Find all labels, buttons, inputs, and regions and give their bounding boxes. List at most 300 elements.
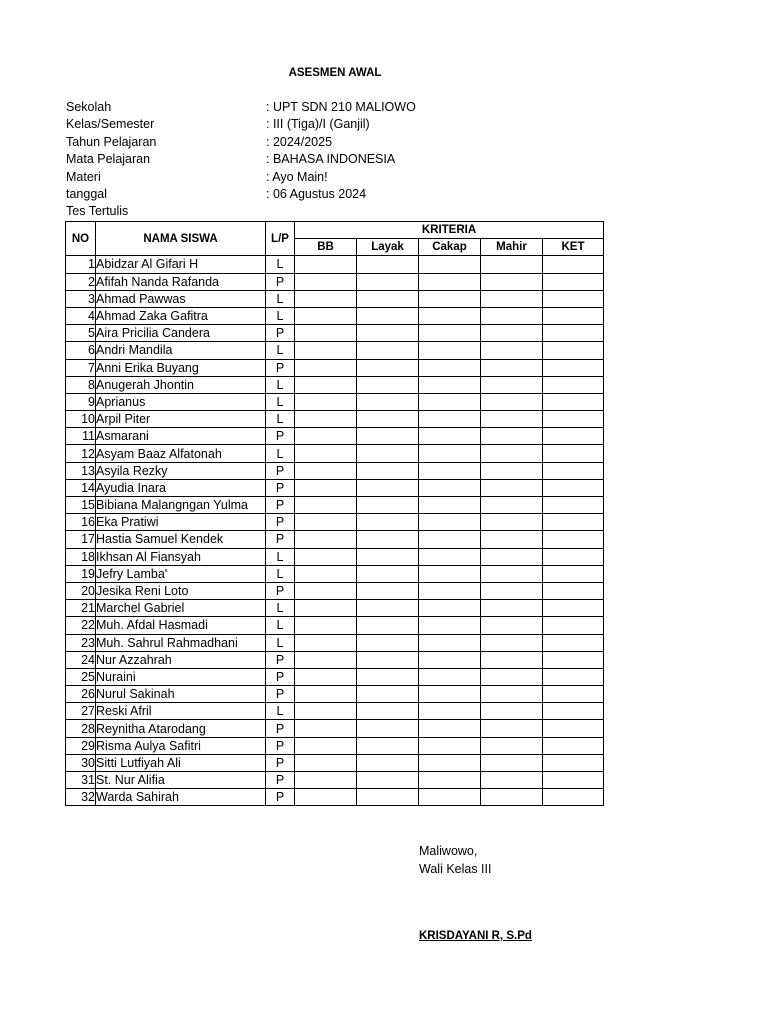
info-label: Kelas/Semester: [66, 117, 155, 132]
cell-ket: [543, 754, 604, 771]
row-number: 7: [66, 359, 96, 376]
table-row: [66, 582, 604, 599]
cell-layak: [357, 737, 419, 754]
row-number: 21: [66, 600, 96, 617]
student-gender: P: [266, 325, 295, 342]
cell-mahir: [481, 651, 543, 668]
cell-mahir: [481, 359, 543, 376]
cell-bb: [295, 617, 357, 634]
cell-layak: [357, 686, 419, 703]
cell-mahir: [481, 479, 543, 496]
cell-bb: [295, 428, 357, 445]
header-name: NAMA SISWA: [96, 222, 266, 256]
student-name: Eka Pratiwi: [96, 514, 266, 531]
row-number: 31: [66, 772, 96, 789]
info-label: Mata Pelajaran: [66, 152, 151, 167]
student-name: Ahmad Pawwas: [96, 290, 266, 307]
cell-ket: [543, 514, 604, 531]
student-gender: L: [266, 617, 295, 634]
cell-layak: [357, 479, 419, 496]
row-number: 18: [66, 548, 96, 565]
cell-cakap: [419, 273, 481, 290]
cell-ket: [543, 600, 604, 617]
cell-cakap: [419, 634, 481, 651]
cell-cakap: [419, 772, 481, 789]
student-name: Marchel Gabriel: [96, 600, 266, 617]
cell-layak: [357, 651, 419, 668]
cell-cakap: [419, 582, 481, 599]
student-name: Asyam Baaz Alfatonah: [96, 445, 266, 462]
cell-ket: [543, 445, 604, 462]
cell-layak: [357, 789, 419, 806]
cell-cakap: [419, 497, 481, 514]
cell-layak: [357, 668, 419, 685]
cell-bb: [295, 497, 357, 514]
student-gender: P: [266, 273, 295, 290]
row-number: 19: [66, 565, 96, 582]
info-value: : UPT SDN 210 MALIOWO: [266, 100, 416, 114]
cell-mahir: [481, 668, 543, 685]
cell-mahir: [481, 307, 543, 324]
student-gender: P: [266, 479, 295, 496]
student-name: Asmarani: [96, 428, 266, 445]
table-row: [66, 634, 604, 651]
cell-bb: [295, 720, 357, 737]
cell-mahir: [481, 325, 543, 342]
cell-mahir: [481, 273, 543, 290]
cell-mahir: [481, 256, 543, 273]
cell-ket: [543, 497, 604, 514]
table-row: [66, 565, 604, 582]
row-number: 20: [66, 582, 96, 599]
cell-cakap: [419, 514, 481, 531]
student-name: Anugerah Jhontin: [96, 376, 266, 393]
cell-ket: [543, 703, 604, 720]
cell-bb: [295, 531, 357, 548]
row-number: 23: [66, 634, 96, 651]
cell-bb: [295, 668, 357, 685]
cell-bb: [295, 582, 357, 599]
cell-mahir: [481, 565, 543, 582]
student-name: Risma Aulya Safitri: [96, 737, 266, 754]
cell-ket: [543, 668, 604, 685]
table-row: [66, 290, 604, 307]
cell-bb: [295, 565, 357, 582]
student-gender: P: [266, 686, 295, 703]
cell-cakap: [419, 411, 481, 428]
row-number: 13: [66, 462, 96, 479]
header-no: NO: [66, 222, 96, 256]
student-name: Nur Azzahrah: [96, 651, 266, 668]
cell-mahir: [481, 686, 543, 703]
student-name: Abidzar Al Gifari H: [96, 256, 266, 273]
student-gender: L: [266, 393, 295, 410]
cell-ket: [543, 462, 604, 479]
info-value: : BAHASA INDONESIA: [266, 152, 396, 167]
cell-bb: [295, 393, 357, 410]
student-gender: L: [266, 342, 295, 359]
cell-cakap: [419, 376, 481, 393]
table-row: [66, 376, 604, 393]
header-mahir: Mahir: [481, 239, 543, 256]
table-row: [66, 720, 604, 737]
cell-ket: [543, 617, 604, 634]
student-gender: L: [266, 445, 295, 462]
student-gender: P: [266, 668, 295, 685]
cell-layak: [357, 428, 419, 445]
row-number: 3: [66, 290, 96, 307]
cell-cakap: [419, 565, 481, 582]
cell-mahir: [481, 514, 543, 531]
cell-cakap: [419, 548, 481, 565]
cell-bb: [295, 600, 357, 617]
cell-layak: [357, 617, 419, 634]
cell-bb: [295, 273, 357, 290]
student-gender: L: [266, 703, 295, 720]
cell-bb: [295, 634, 357, 651]
cell-bb: [295, 789, 357, 806]
student-name: Aprianus: [96, 393, 266, 410]
student-gender: L: [266, 548, 295, 565]
table-row: [66, 256, 604, 273]
cell-ket: [543, 256, 604, 273]
cell-mahir: [481, 411, 543, 428]
table-header-row: [66, 222, 604, 239]
student-name: Aira Pricilia Candera: [96, 325, 266, 342]
cell-mahir: [481, 376, 543, 393]
signature-role: Wali Kelas III: [419, 861, 492, 876]
cell-mahir: [481, 600, 543, 617]
student-name: Nurul Sakinah: [96, 686, 266, 703]
info-value: : 2024/2025: [266, 134, 333, 149]
cell-mahir: [481, 617, 543, 634]
cell-mahir: [481, 462, 543, 479]
table-row: [66, 531, 604, 548]
row-number: 16: [66, 514, 96, 531]
row-number: 12: [66, 445, 96, 462]
cell-mahir: [481, 548, 543, 565]
cell-ket: [543, 531, 604, 548]
cell-ket: [543, 411, 604, 428]
student-gender: P: [266, 428, 295, 445]
cell-mahir: [481, 342, 543, 359]
cell-ket: [543, 307, 604, 324]
cell-mahir: [481, 703, 543, 720]
row-number: 4: [66, 307, 96, 324]
row-number: 32: [66, 789, 96, 806]
cell-layak: [357, 565, 419, 582]
cell-bb: [295, 514, 357, 531]
cell-cakap: [419, 359, 481, 376]
student-gender: P: [266, 737, 295, 754]
student-name: Reynitha Atarodang: [96, 720, 266, 737]
student-gender: P: [266, 789, 295, 806]
row-number: 11: [66, 428, 96, 445]
info-value: : Ayo Main!: [266, 169, 328, 184]
cell-layak: [357, 582, 419, 599]
table-row: [66, 342, 604, 359]
student-name: Anni Erika Buyang: [96, 359, 266, 376]
cell-bb: [295, 307, 357, 324]
cell-layak: [357, 754, 419, 771]
cell-cakap: [419, 445, 481, 462]
cell-cakap: [419, 651, 481, 668]
table-row: [66, 393, 604, 410]
cell-ket: [543, 651, 604, 668]
cell-ket: [543, 737, 604, 754]
cell-mahir: [481, 720, 543, 737]
student-name: St. Nur Alifia: [96, 772, 266, 789]
cell-layak: [357, 376, 419, 393]
row-number: 17: [66, 531, 96, 548]
cell-bb: [295, 376, 357, 393]
cell-layak: [357, 256, 419, 273]
table-row: [66, 445, 604, 462]
info-value: : 06 Agustus 2024: [266, 186, 367, 201]
cell-layak: [357, 548, 419, 565]
row-number: 8: [66, 376, 96, 393]
cell-mahir: [481, 428, 543, 445]
cell-cakap: [419, 720, 481, 737]
cell-layak: [357, 290, 419, 307]
student-name: Reski Afril: [96, 703, 266, 720]
cell-cakap: [419, 462, 481, 479]
table-row: [66, 411, 604, 428]
row-number: 30: [66, 754, 96, 771]
student-name: Afifah Nanda Rafanda: [96, 273, 266, 290]
student-gender: P: [266, 359, 295, 376]
cell-cakap: [419, 668, 481, 685]
cell-cakap: [419, 686, 481, 703]
cell-ket: [543, 634, 604, 651]
cell-bb: [295, 686, 357, 703]
student-gender: P: [266, 514, 295, 531]
grade-table: [65, 221, 604, 806]
cell-layak: [357, 497, 419, 514]
cell-bb: [295, 548, 357, 565]
table-row: [66, 325, 604, 342]
student-gender: P: [266, 531, 295, 548]
cell-ket: [543, 273, 604, 290]
header-ket: KET: [543, 239, 604, 256]
cell-mahir: [481, 634, 543, 651]
table-row: [66, 617, 604, 634]
cell-ket: [543, 376, 604, 393]
table-row: [66, 307, 604, 324]
cell-mahir: [481, 772, 543, 789]
student-gender: P: [266, 754, 295, 771]
cell-bb: [295, 737, 357, 754]
row-number: 14: [66, 479, 96, 496]
cell-cakap: [419, 703, 481, 720]
header-layak: Layak: [357, 239, 419, 256]
cell-layak: [357, 772, 419, 789]
info-value: : III (Tiga)/I (Ganjil): [266, 117, 370, 132]
signature-place: Maliwowo,: [419, 844, 478, 858]
cell-cakap: [419, 393, 481, 410]
student-name: Bibiana Malangngan Yulma: [96, 497, 266, 514]
info-label: Tahun Pelajaran: [66, 134, 157, 149]
row-number: 2: [66, 273, 96, 290]
cell-mahir: [481, 497, 543, 514]
student-gender: L: [266, 256, 295, 273]
document-title: ASESMEN AWAL: [288, 67, 382, 79]
table-row: [66, 462, 604, 479]
cell-bb: [295, 772, 357, 789]
student-name: Jefry Lamba': [96, 565, 266, 582]
cell-cakap: [419, 754, 481, 771]
row-number: 22: [66, 617, 96, 634]
cell-ket: [543, 325, 604, 342]
cell-bb: [295, 359, 357, 376]
cell-mahir: [481, 445, 543, 462]
student-name: Muh. Sahrul Rahmadhani: [96, 634, 266, 651]
cell-bb: [295, 651, 357, 668]
table-row: [66, 651, 604, 668]
student-gender: P: [266, 720, 295, 737]
row-number: 26: [66, 686, 96, 703]
table-row: [66, 600, 604, 617]
cell-bb: [295, 342, 357, 359]
table-row: [66, 703, 604, 720]
cell-ket: [543, 565, 604, 582]
cell-ket: [543, 772, 604, 789]
student-gender: P: [266, 772, 295, 789]
cell-cakap: [419, 428, 481, 445]
cell-cakap: [419, 789, 481, 806]
cell-layak: [357, 634, 419, 651]
cell-cakap: [419, 617, 481, 634]
row-number: 15: [66, 497, 96, 514]
cell-mahir: [481, 393, 543, 410]
cell-layak: [357, 411, 419, 428]
student-gender: L: [266, 376, 295, 393]
signer-name: KRISDAYANI R, S.Pd: [419, 930, 532, 942]
student-name: Ayudia Inara: [96, 479, 266, 496]
cell-ket: [543, 342, 604, 359]
student-gender: L: [266, 307, 295, 324]
cell-layak: [357, 307, 419, 324]
student-name: Ahmad Zaka Gafitra: [96, 307, 266, 324]
table-row: [66, 479, 604, 496]
cell-mahir: [481, 290, 543, 307]
cell-cakap: [419, 479, 481, 496]
signature-block: [419, 843, 491, 878]
cell-layak: [357, 325, 419, 342]
cell-bb: [295, 290, 357, 307]
cell-cakap: [419, 290, 481, 307]
row-number: 28: [66, 720, 96, 737]
table-row: [66, 548, 604, 565]
cell-bb: [295, 754, 357, 771]
header-lp: L/P: [266, 222, 295, 256]
cell-bb: [295, 462, 357, 479]
row-number: 27: [66, 703, 96, 720]
row-number: 29: [66, 737, 96, 754]
cell-cakap: [419, 342, 481, 359]
cell-bb: [295, 445, 357, 462]
row-number: 1: [66, 256, 96, 273]
student-name: Ikhsan Al Fiansyah: [96, 548, 266, 565]
cell-layak: [357, 600, 419, 617]
row-number: 10: [66, 411, 96, 428]
student-name: Hastia Samuel Kendek: [96, 531, 266, 548]
cell-layak: [357, 342, 419, 359]
student-name: Jesika Reni Loto: [96, 582, 266, 599]
info-label: Sekolah: [66, 100, 112, 114]
table-row: [66, 789, 604, 806]
cell-cakap: [419, 307, 481, 324]
table-row: [66, 514, 604, 531]
cell-bb: [295, 479, 357, 496]
cell-layak: [357, 514, 419, 531]
row-number: 24: [66, 651, 96, 668]
cell-layak: [357, 273, 419, 290]
student-gender: L: [266, 600, 295, 617]
cell-ket: [543, 359, 604, 376]
row-number: 25: [66, 668, 96, 685]
student-name: Nuraini: [96, 668, 266, 685]
student-name: Asyila Rezky: [96, 462, 266, 479]
student-name: Warda Sahirah: [96, 789, 266, 806]
cell-cakap: [419, 256, 481, 273]
student-name: Arpil Piter: [96, 411, 266, 428]
student-gender: P: [266, 651, 295, 668]
table-row: [66, 737, 604, 754]
cell-layak: [357, 393, 419, 410]
table-row: [66, 668, 604, 685]
cell-ket: [543, 582, 604, 599]
cell-mahir: [481, 754, 543, 771]
cell-ket: [543, 720, 604, 737]
header-cakap: Cakap: [419, 239, 481, 256]
student-gender: P: [266, 497, 295, 514]
cell-ket: [543, 393, 604, 410]
header-bb: BB: [295, 239, 357, 256]
student-gender: P: [266, 582, 295, 599]
table-row: [66, 686, 604, 703]
cell-ket: [543, 290, 604, 307]
cell-cakap: [419, 600, 481, 617]
student-name: Sitti Lutfiyah Ali: [96, 754, 266, 771]
table-row: [66, 428, 604, 445]
info-label: tanggal: [66, 186, 108, 201]
cell-cakap: [419, 325, 481, 342]
table-row: [66, 359, 604, 376]
table-row: [66, 497, 604, 514]
row-number: 9: [66, 393, 96, 410]
cell-layak: [357, 445, 419, 462]
cell-layak: [357, 359, 419, 376]
row-number: 6: [66, 342, 96, 359]
cell-layak: [357, 531, 419, 548]
test-type: Tes Tertulis: [66, 204, 129, 218]
cell-bb: [295, 256, 357, 273]
cell-bb: [295, 411, 357, 428]
cell-ket: [543, 789, 604, 806]
cell-layak: [357, 462, 419, 479]
row-number: 5: [66, 325, 96, 342]
cell-ket: [543, 548, 604, 565]
cell-bb: [295, 325, 357, 342]
table-row: [66, 273, 604, 290]
cell-bb: [295, 703, 357, 720]
table-row: [66, 754, 604, 771]
cell-cakap: [419, 531, 481, 548]
student-gender: P: [266, 462, 295, 479]
student-gender: L: [266, 290, 295, 307]
cell-mahir: [481, 737, 543, 754]
